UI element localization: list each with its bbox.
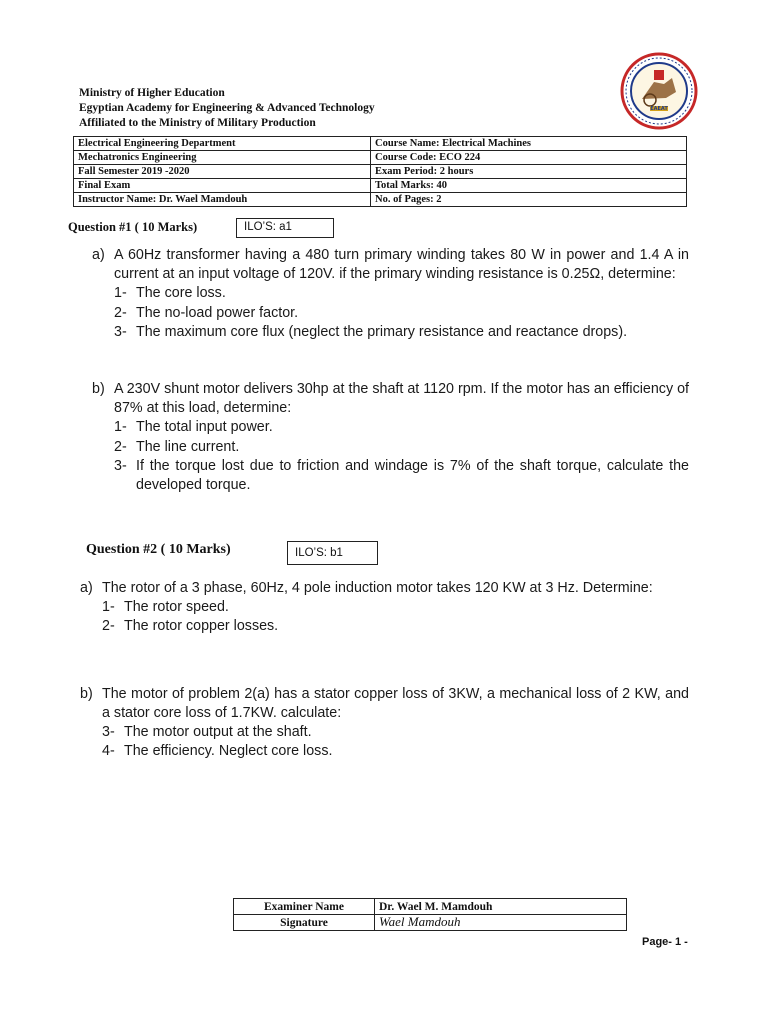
list-item: 4- The efficiency. Neglect core loss.	[102, 743, 333, 760]
question-2b	[80, 685, 689, 762]
table-row	[234, 915, 627, 931]
question-1-ilo-box	[236, 218, 334, 238]
list-item: 3- If the torque lost due to friction and windage is 7% of the shaft torque, calculate the developed torque.	[114, 457, 689, 494]
list-item: 2- The no-load power factor.	[114, 304, 299, 321]
table-row	[234, 899, 627, 915]
affiliation-line: Affiliated to the Ministry of Military Production	[79, 117, 316, 129]
course-code-cell: Course Code: ECO 224	[371, 151, 687, 165]
question-2-ilo: ILO’S: b1	[295, 547, 343, 559]
department-cell: Electrical Engineering Department	[74, 137, 371, 151]
table-row	[74, 193, 687, 207]
question-1b	[92, 380, 689, 495]
question-1b-text: A 230V shunt motor delivers 30hp at the shaft at 1120 rpm. If the motor has an efficiency of 87% at this load, determine:	[114, 381, 689, 417]
signature: Wael Mamdouh	[379, 914, 461, 929]
table-row	[74, 137, 687, 151]
question-2a-label: a)	[80, 580, 93, 596]
question-2b-text: The motor of problem 2(a) has a stator copper loss of 3KW, a mechanical loss of 2 KW, and a stator core loss of 1.7KW. calculate:	[102, 685, 689, 721]
question-2a	[80, 579, 689, 637]
question-2-body	[80, 579, 689, 761]
examiner-table	[233, 898, 627, 931]
list-item: 1- The total input power.	[114, 419, 273, 436]
academy-logo	[620, 52, 698, 130]
question-1b-label: b)	[92, 381, 105, 398]
semester-cell: Fall Semester 2019 -2020	[74, 165, 371, 179]
question-2-title: Question #2 ( 10 Marks)	[86, 542, 231, 557]
list-item: 2- The rotor copper losses.	[102, 618, 279, 635]
exam-period-cell: Exam Period: 2 hours	[371, 165, 687, 179]
list-item: 2- The line current.	[114, 438, 240, 455]
examiner-name-label: Examiner Name	[234, 899, 375, 915]
table-row	[74, 151, 687, 165]
course-info-table	[73, 136, 687, 207]
program-cell: Mechatronics Engineering	[74, 151, 371, 165]
signature-label: Signature	[234, 915, 375, 931]
question-1-ilo: ILO’S: a1	[244, 221, 292, 233]
question-1a-text: A 60Hz transformer having a 480 turn primary winding takes 80 W in power and 1.4 A in current at an input voltage of 120V. if the primary winding resistance is 0.25Ω, determine:	[114, 247, 689, 283]
list-item: 3- The motor output at the shaft.	[102, 724, 312, 741]
exam-type-cell: Final Exam	[74, 179, 371, 193]
signature-value	[375, 915, 627, 931]
examiner-name-value: Dr. Wael M. Mamdouh	[375, 899, 627, 915]
question-2a-text: The rotor of a 3 phase, 60Hz, 4 pole induction motor takes 120 KW at 3 Hz. Determine:	[102, 580, 653, 596]
table-row	[74, 165, 687, 179]
ministry-line: Ministry of Higher Education	[79, 87, 225, 99]
page-number: Page- 1 -	[642, 936, 688, 948]
pages-cell: No. of Pages: 2	[371, 193, 687, 207]
list-item: 1- The core loss.	[114, 285, 226, 302]
list-item: 1- The rotor speed.	[102, 599, 229, 616]
question-2-ilo-box	[287, 541, 378, 565]
list-item: 3- The maximum core flux (neglect the primary resistance and reactance drops).	[114, 323, 628, 340]
logo-text: EAEAT	[650, 106, 668, 112]
question-1-body	[92, 246, 689, 495]
table-row	[74, 179, 687, 193]
course-name-cell: Course Name: Electrical Machines	[371, 137, 687, 151]
question-1a-label: a)	[92, 247, 105, 263]
academy-line: Egyptian Academy for Engineering & Advanced Technology	[79, 102, 375, 114]
instructor-cell: Instructor Name: Dr. Wael Mamdouh	[74, 193, 371, 207]
question-1a	[92, 246, 689, 342]
question-2b-label: b)	[80, 685, 93, 702]
total-marks-cell: Total Marks: 40	[371, 179, 687, 193]
question-1-title: Question #1 ( 10 Marks)	[68, 220, 198, 234]
